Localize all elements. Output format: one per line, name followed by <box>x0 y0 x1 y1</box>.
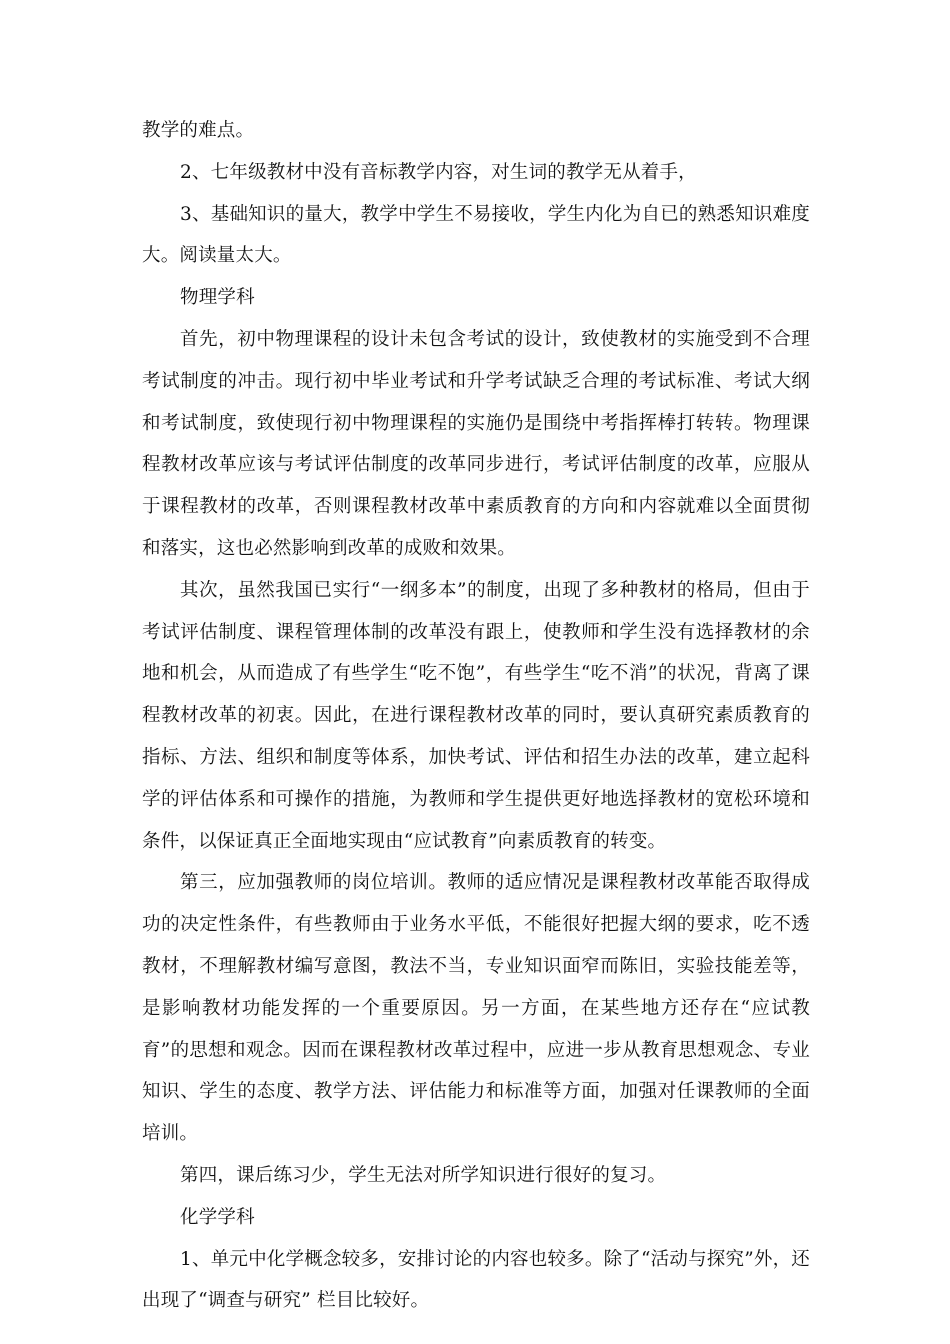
paragraph: 首先，初中物理课程的设计未包含考试的设计，致使教材的实施受到不合理考试制度的冲击。现行初中毕业考试和升学考试缺乏合理的考试标准、考试大纲和考试制度，致使现行初中物理课程的实施仍是围绕中考指挥棒打转转。物理课程教材改革应该与考试评估制度的改革同步进行，考试评估制度的改革，应服从于课程教材的改革，否则课程教材改革中素质教育的方向和内容就难以全面贯彻和落实，这也必然影响到改革的成败和效果。 <box>142 328 810 559</box>
paragraph: 第三，应加强教师的岗位培训。教师的适应情况是课程教材改革能否取得成功的决定性条件，有些教师由于业务水平低，不能很好把握大纲的要求，吃不透教材，不理解教材编写意图，教法不当，专业知识面窄而陈旧，实验技能差等，是影响教材功能发挥的一个重要原因。另一方面，在某些地方还存在“应试教育”的思想和观念。因而在课程教材改革过程中，应进一步从教育思想观念、专业知识、学生的态度、教学方法、评估能力和标准等方面，加强对任课教师的全面培训。 <box>142 872 810 1145</box>
section-heading-physics: 物理学科 <box>180 287 255 309</box>
paragraph: 其次，虽然我国已实行“一纲多本”的制度，出现了多种教材的格局，但由于考试评估制度、课程管理体制的改革没有跟上，使教师和学生没有选择教材的余地和机会，从而造成了有些学生“吃不饱”，有些学生“吃不消”的状况，背离了课程教材改革的初衷。因此，在进行课程教材改革的同时，要认真研究素质教育的指标、方法、组织和制度等体系，加快考试、评估和招生办法的改革，建立起科学的评估体系和可操作的措施，为教师和学生提供更好地选择教材的宽松环境和条件，以保证真正全面地实现由“应试教育”向素质教育的转变。 <box>142 579 810 852</box>
paragraph: 第四，课后练习少，学生无法对所学知识进行很好的复习。 <box>180 1164 667 1186</box>
paragraph: 3、基础知识的量大，教学中学生不易接收，学生内化为自已的熟悉知识难度大。阅读量太大。 <box>142 203 810 267</box>
document-body <box>142 110 810 1322</box>
paragraph: 教学的难点。 <box>142 120 255 141</box>
section-heading-chemistry: 化学学科 <box>180 1206 255 1228</box>
paragraph: 2、七年级教材中没有音标教学内容，对生词的教学无从着手， <box>180 161 697 183</box>
paragraph: 1、单元中化学概念较多，安排讨论的内容也较多。除了“活动与探究”外，还出现了“调查与研究” 栏目比较好。 <box>142 1248 810 1312</box>
